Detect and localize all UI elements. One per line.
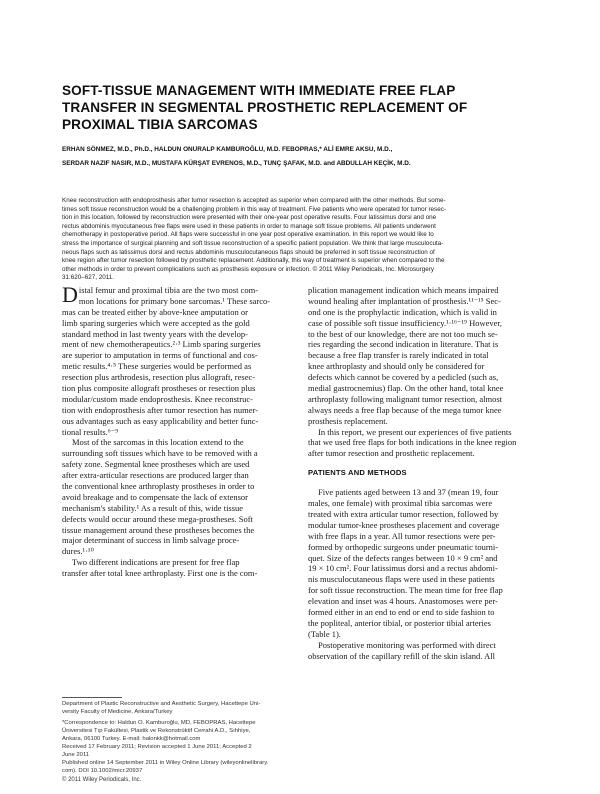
body-line: ment of new chemotherapeutics.²·³ Limb sparing surgeries [62,339,261,350]
body-line: ries regarding the second indication in literature. That is [308,339,499,350]
author-list [62,143,552,171]
title-line: TRANSFER IN SEGMENTAL PROSTHETIC REPLACEMENT OF [62,100,468,115]
body-column-right [308,285,544,662]
affiliation-line: versity Faculty of Medicine, Ankara/Turkey [62,709,173,715]
body-line: limb sparing surgeries which were accepted as the gold [62,317,250,328]
body-line: ond one is the prophylactic indication, which is valid in [308,306,497,317]
abstract-line: neous flaps such as latissimus dorsi and rectus abdominis musculocutaneous flaps should be preferred in soft tissue reconstruction of [62,248,435,256]
body-line: tion plus composite allograft prostheses or resection plus [62,383,256,394]
author-line: ERHAN SÖNMEZ, M.D., Ph.D., HALDUN ONURALP KAMBUROĞLU, M.D. FEBOPRAS,* ALİ EMRE AKSU, M.D., [62,146,393,153]
section-spacer [308,480,544,487]
abstract-line: other methods in order to prevent complications such as prosthesis exposure or infection. © 2011 Wiley Periodicals, Inc. Microsurgery [62,265,435,273]
body-line: transfer after total knee arthroplasty. First one is the com- [62,568,258,579]
body-line: major determinant of success in limb salvage proce- [62,535,240,546]
body-line: nis musculocutaneous flaps were used in these patients [308,574,495,585]
body-line: case of possible soft tissue insufficiency.¹·¹⁶⁻¹⁹ However, [308,317,503,328]
section-spacer [308,459,544,466]
body-line: the popliteal, anterior tibial, or posterior tibial arteries [308,617,491,628]
body-line: istal femur and proximal tibia are the two most com- [78,285,259,295]
body-line: Five patients aged between 13 and 37 (mean 19, four [318,487,499,498]
body-line: tissue management around these prostheses becomes the [62,524,255,535]
body-line: after tumor resection and prosthetic replacement. [308,448,475,459]
body-line: formed either in an end to end or end to side fashion to [308,607,495,618]
article-title [62,82,542,133]
body-line: (Table 1). [308,628,341,639]
body-line: after extra-articular resections are produced larger than [62,470,249,481]
intro-paragraph-1 [62,282,302,437]
methods-paragraph-2 [308,640,544,662]
body-line: mas can be treated either by above-knee amputation or [62,306,248,317]
published-line: Published online 14 September 2011 in Wiley Online Library (wileyonlinelibrary. [62,760,269,766]
abstract-line: stress the importance of surgical planning and soft tissue reconstruction of a specific patient population. We think that large musculocuta- [62,239,444,247]
body-line: modular/custom made endoprosthesis. Knee reconstruc- [62,393,253,404]
body-line: are superior to amputation in terms of functional and cos- [62,350,258,361]
footnote-divider [62,697,122,698]
abstract-line: rectus abdominis myocutaneous free flaps were used in these patients in order to manage soft tissue problems. All patients underwent [62,222,436,230]
methods-paragraph-1 [308,487,544,639]
abstract-line: chemotherapy in postoperative period. All flaps were successful in one year post operative examination. In this report we would like to [62,231,434,239]
body-line: metic results.⁴·⁵ These surgeries would be performed as [62,361,252,372]
body-line: ous advantages such as easy applicability and better func- [62,415,259,426]
correspondence-line: Ankara, 06100 Turkey. E-mail: halonkk@hotmail.com [62,736,201,742]
body-line: the conventional knee arthroplasty prostheses in order to [62,481,255,492]
body-line: prosthesis replacement. [308,415,388,426]
body-line: mon locations for primary bone sarcomas.¹ These sarco- [78,295,271,306]
affiliation-line: Department of Plastic Reconstructive and Aesthetic Surgery, Hacettepe Uni- [62,701,261,707]
body-line: for soft tissue reconstruction. The mean time for free flap [308,585,503,596]
body-line: 19 × 10 cm². Four latissimus dorsi and a rectus abdomi- [308,563,498,574]
body-line: tion with endoprosthesis after tumor resection has numer- [62,404,258,415]
body-line: standard method in last twenty years with the develop- [62,328,249,339]
abstract-line: tion in this location, followed by reconstruction were presented with their one-year post operative results. Four latissimus dorsi and one [62,214,437,222]
body-line: because a free flap transfer is rarely indicated in total [308,350,489,361]
body-line: tional results.⁶⁻⁹ [62,426,119,437]
abstract-line: knee region after tumor resection followed by prosthetic replacement. Additionally, this way of treatment is superior when compared to the [62,257,445,265]
body-line: Two different indications are present for free flap [72,557,240,568]
intro-paragraph-5 [308,427,544,460]
drop-cap: D [62,282,78,307]
abstract-line: times soft tissue reconstruction would be a challenging problem in this way of treatment. Five patients who were operated for tumor resec- [62,205,446,213]
body-line: to the best of our knowledge, there are not too much se- [308,328,498,339]
body-line: males, one female) with proximal tibia sarcomas were [308,498,493,509]
body-line: dures.¹·¹⁰ [62,546,94,557]
body-line: resection plus arthrodesis, resection plus allograft, resec- [62,372,256,383]
title-line: SOFT-TISSUE MANAGEMENT WITH IMMEDIATE FREE FLAP [62,83,456,98]
title-line: PROXIMAL TIBIA SARCOMAS [62,117,258,132]
body-column-left [62,282,302,579]
body-line: defects would occur around these mega-prostheses. Soft [62,513,253,524]
body-line: wound healing after implantation of prosthesis.¹¹⁻¹⁵ Sec- [308,295,501,306]
body-line: elevation and inset was 4 hours. Anastomoses were per- [308,596,498,607]
author-line: SERDAR NAZIF NASIR, M.D., MUSTAFA KÜRŞAT EVRENOS, M.D., TUNÇ ŞAFAK, M.D. and ABDULLAH KEÇİK, M.D. [62,160,411,167]
correspondence-line: *Correspondence to: Haldun O. Kamburoğlu, MD, FEBOPRAS, Hacettepe [62,720,256,726]
body-line: with free flaps in a year. All tumor resections were per- [308,530,496,541]
body-line: Most of the sarcomas in this location extend to the [72,437,244,448]
body-line: treated with extra articular tumor resection, followed by [308,509,499,520]
body-line: avoid breakage and to compensate the lack of extensor [62,491,248,502]
abstract [62,197,540,283]
abstract-line: Knee reconstruction with endoprosthesis after tumor resection is accepted as superior when compared with the other methods. But some- [62,197,446,204]
body-line: In this report, we present our experiences of five patients [318,426,512,437]
received-line: Received 17 February 2011; Revision accepted 1 June 2011; Accepted 2 [62,744,252,750]
body-line: quet. Size of the defects ranges between 10 × 9 cm² and [308,552,498,563]
published-line: com). DOI 10.1002/micr.20937 [62,768,143,774]
body-line: modular tumor-knee prostheses placement and coverage [308,519,500,530]
intro-paragraph-3 [62,557,302,579]
body-line: arthroplasty following malignant tumor resection, almost [308,393,503,404]
body-line: knee arthroplasty and should only be considered for [308,361,485,372]
body-line: safety zone. Segmental knee prostheses which are used [62,459,250,470]
received-line: June 2011 [62,752,90,758]
body-line: mechanism's stability.¹ As a result of this, wide tissue [62,502,244,513]
abstract-line: 31:620–627, 2011. [62,274,115,282]
body-line: Postoperative monitoring was performed with direct [318,639,496,650]
intro-paragraph-4 [308,285,544,427]
body-line: surrounding soft tissues which have to be removed with a [62,448,258,459]
body-line: formed by orthopedic surgeons under pneumatic tourni- [308,541,499,552]
body-line: always needs a free flap because of the mega tumor knee [308,404,502,415]
section-heading: PATIENTS AND METHODS [308,468,407,478]
body-line: medial gastrocnemius) flap. On the other hand, total knee [308,383,504,394]
correspondence-line: Üniversitesi Tıp Fakültesi, Plastik ve Rekonstrüktif Cerrahi A.D., Sıhhiye, [62,728,251,734]
body-line: defects which cannot be covered by a pedicled (such as, [308,372,499,383]
body-line: observation of the capillary refill of the skin island. All [308,650,495,661]
body-line: that we used free flaps for both indications in the knee region [308,437,517,448]
footnotes [62,700,302,775]
copyright-notice: © 2011 Wiley Periodicals, Inc. [62,777,142,783]
body-line: plication management indication which means impaired [308,285,499,295]
intro-paragraph-2 [62,437,302,557]
